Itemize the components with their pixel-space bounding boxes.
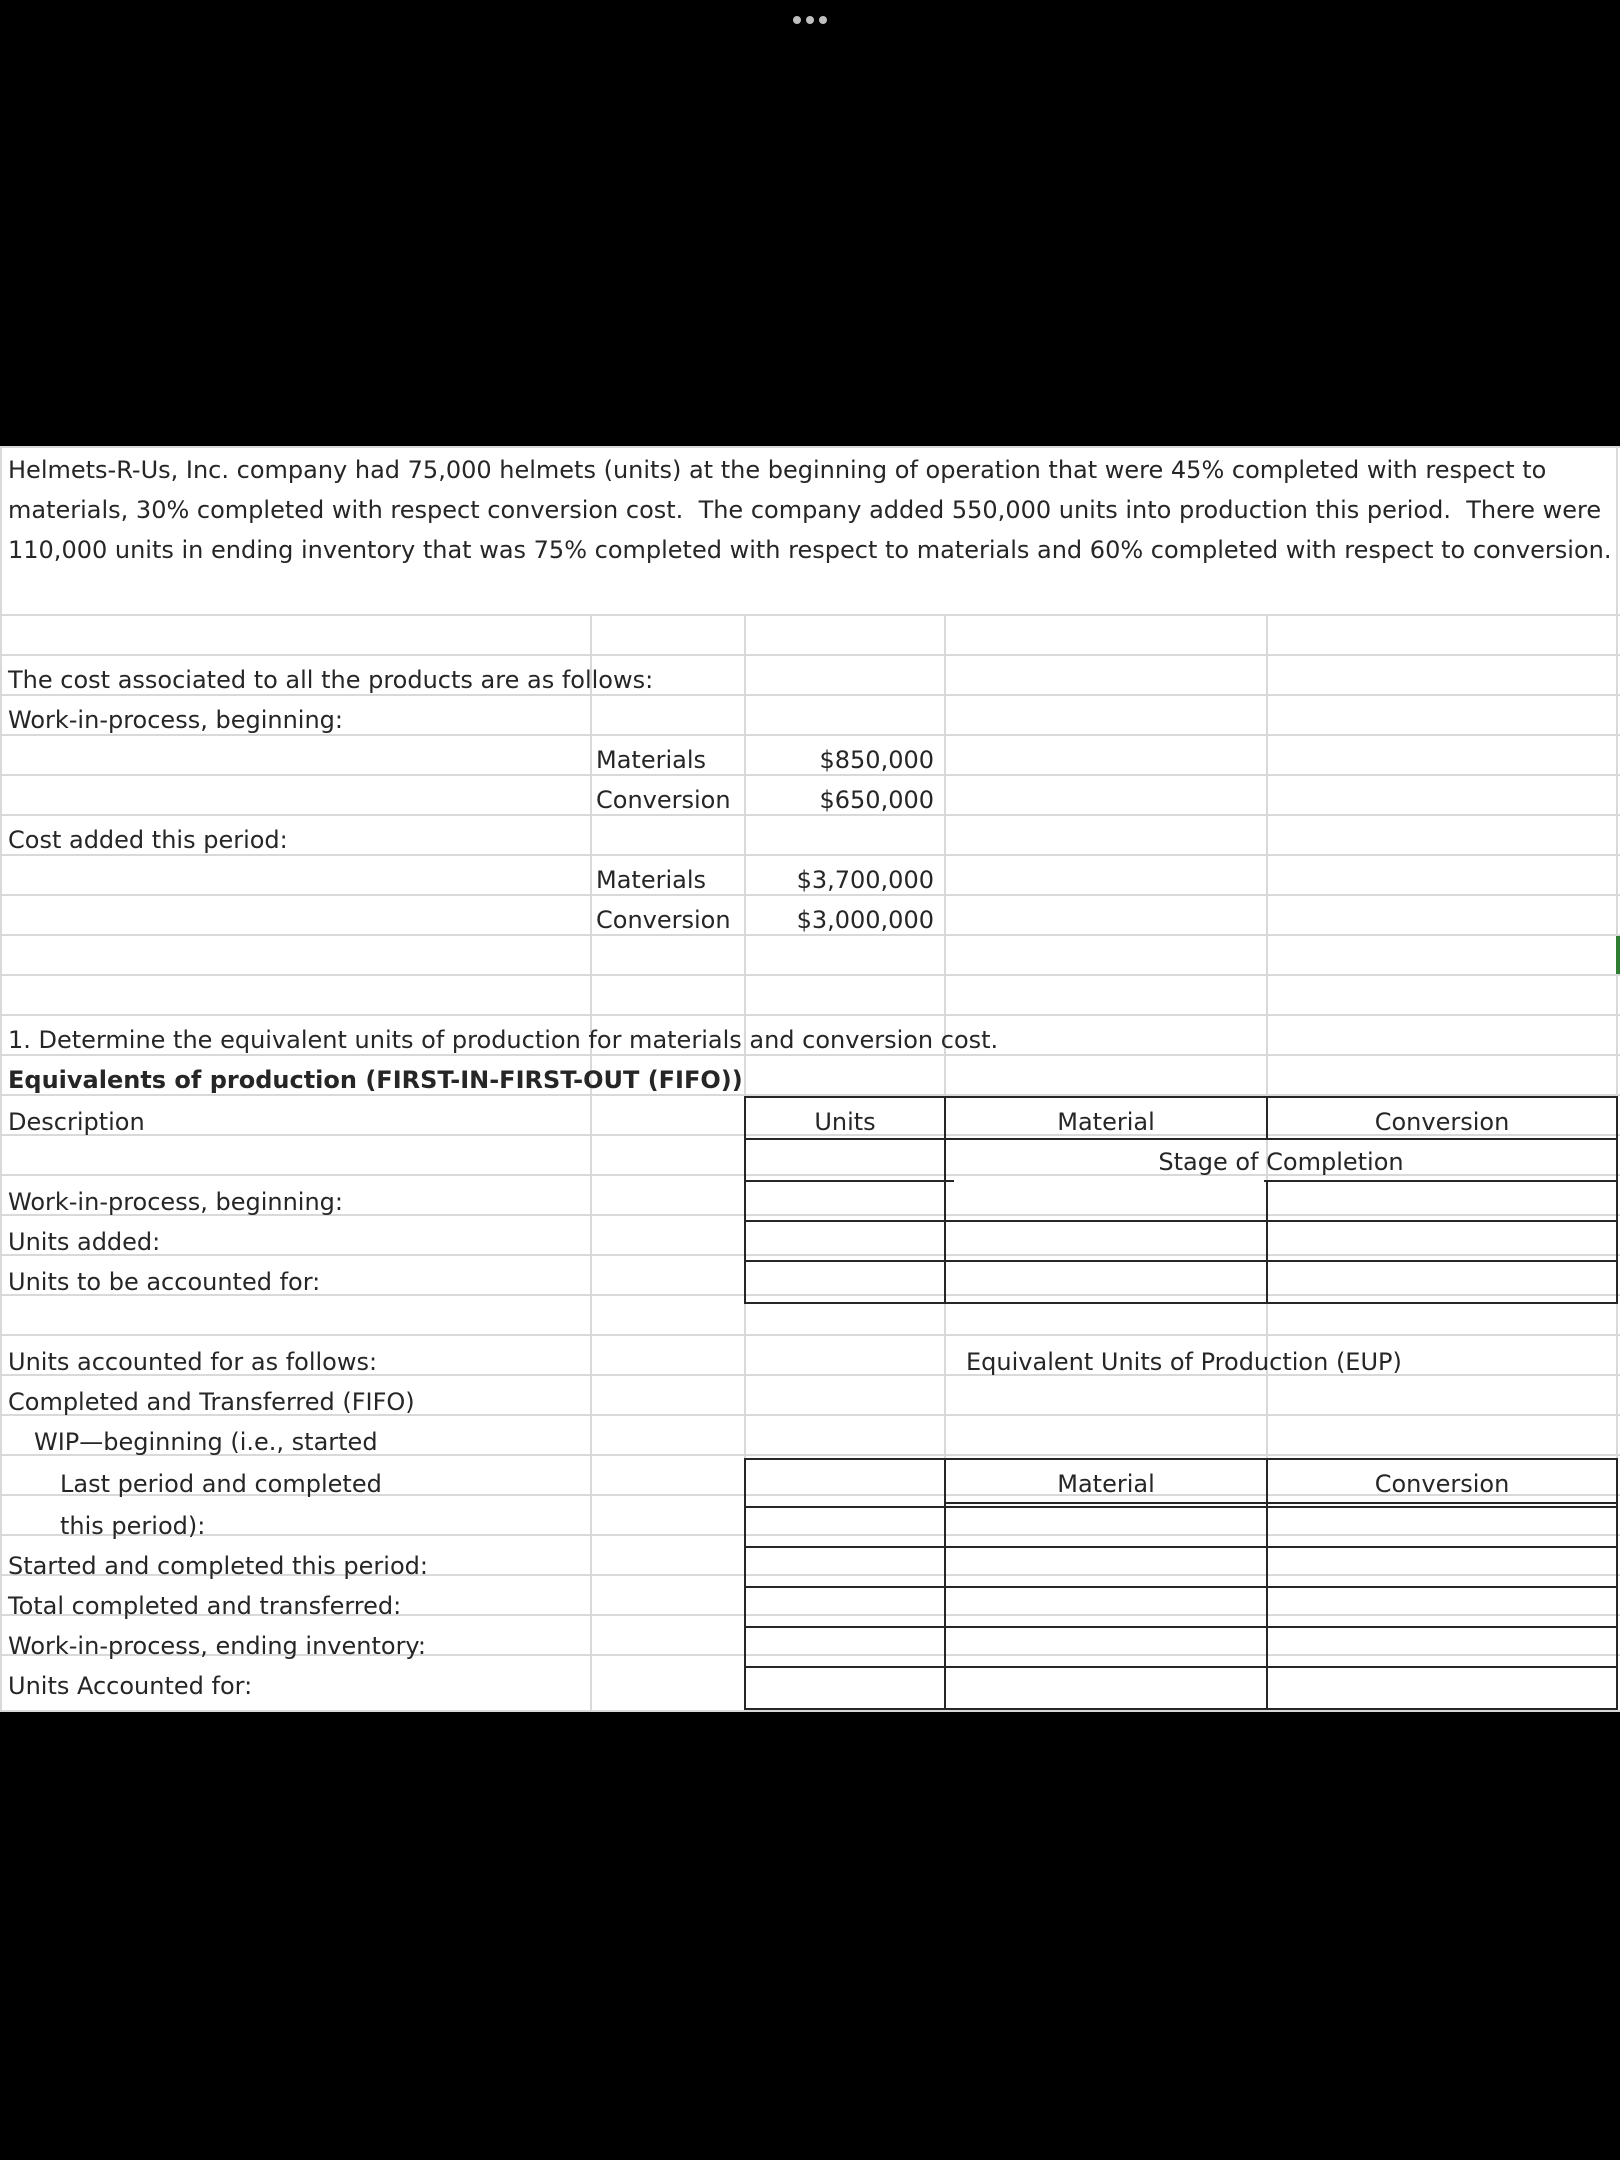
wip-beginning-cost-label: Work-in-process, beginning: xyxy=(8,706,343,734)
wip-materials-value: $850,000 xyxy=(819,746,934,774)
wip-beginning-units-label: Work-in-process, beginning: xyxy=(8,1188,343,1216)
table-border xyxy=(744,1708,1618,1710)
gridline xyxy=(0,1334,1620,1336)
gridline xyxy=(0,446,1620,448)
selected-cell-edge[interactable] xyxy=(1616,936,1620,974)
table-border xyxy=(744,1180,954,1182)
table-border xyxy=(1266,1458,1268,1710)
stage-of-completion-header: Stage of Completion xyxy=(1158,1148,1404,1176)
table-border xyxy=(744,1506,1618,1508)
started-completed-label: Started and completed this period: xyxy=(8,1552,428,1580)
wip-ending-label: Work-in-process, ending inventory: xyxy=(8,1632,426,1660)
table-border xyxy=(744,1260,1618,1262)
table-border xyxy=(744,1586,1618,1588)
table-border xyxy=(744,1458,746,1710)
wip-materials-label: Materials xyxy=(596,746,707,774)
table-border xyxy=(744,1626,1618,1628)
gridline xyxy=(0,1014,1620,1016)
table-border xyxy=(944,1096,946,1304)
wip-beginning-eup-label-line3: this period): xyxy=(60,1512,206,1540)
conversion-header: Conversion xyxy=(1374,1108,1510,1136)
eup-header: Equivalent Units of Production (EUP) xyxy=(966,1348,1402,1376)
table-border xyxy=(744,1096,1618,1098)
more-options-icon[interactable] xyxy=(786,8,834,32)
gridline xyxy=(0,1710,1620,1712)
added-conversion-label: Conversion xyxy=(596,906,731,934)
question-text: 1. Determine the equivalent units of production for materials and conversion cost. xyxy=(8,1026,999,1054)
gridline xyxy=(0,1534,1620,1536)
total-completed-label: Total completed and transferred: xyxy=(8,1592,402,1620)
wip-conversion-label: Conversion xyxy=(596,786,731,814)
table-border xyxy=(744,1546,1618,1548)
gridline xyxy=(0,446,2,1712)
eup-material-header: Material xyxy=(1057,1470,1155,1498)
spreadsheet-view xyxy=(0,446,1620,1712)
gridline xyxy=(0,614,1620,616)
units-accounted-heading: Units accounted for as follows: xyxy=(8,1348,378,1376)
added-materials-label: Materials xyxy=(596,866,707,894)
completed-transferred-label: Completed and Transferred (FIFO) xyxy=(8,1388,415,1416)
table-border xyxy=(1266,1096,1268,1140)
material-header: Material xyxy=(1057,1108,1155,1136)
units-added-label: Units added: xyxy=(8,1228,161,1256)
gridline xyxy=(0,1254,1620,1256)
units-accounted-total-label: Units Accounted for: xyxy=(8,1672,253,1700)
table-border xyxy=(744,1302,1618,1304)
table-border xyxy=(1266,1180,1268,1304)
table-border xyxy=(744,1138,1618,1140)
fifo-title: Equivalents of production (FIRST-IN-FIRST-OUT (FIFO)) xyxy=(8,1066,743,1094)
table-border xyxy=(744,1666,1618,1668)
table-border xyxy=(744,1220,1618,1222)
table-border xyxy=(744,1096,746,1304)
wip-conversion-value: $650,000 xyxy=(819,786,934,814)
costs-heading: The cost associated to all the products are as follows: xyxy=(8,666,654,694)
cost-added-label: Cost added this period: xyxy=(8,826,288,854)
added-materials-value: $3,700,000 xyxy=(796,866,934,894)
gridline xyxy=(0,654,1620,656)
table-border xyxy=(1264,1180,1618,1182)
wip-beginning-eup-label-line2: Last period and completed xyxy=(60,1470,382,1498)
table-border xyxy=(1616,1458,1618,1710)
gridline xyxy=(590,614,592,1712)
description-label: Description xyxy=(8,1108,145,1136)
added-conversion-value: $3,000,000 xyxy=(796,906,934,934)
units-header: Units xyxy=(814,1108,876,1136)
eup-conversion-header: Conversion xyxy=(1374,1470,1510,1498)
units-to-account-label: Units to be accounted for: xyxy=(8,1268,321,1296)
wip-beginning-eup-label: WIP—beginning (i.e., started xyxy=(34,1428,378,1456)
table-border xyxy=(944,1458,946,1710)
table-border xyxy=(744,1458,1618,1460)
gridline xyxy=(0,974,1620,976)
table-border xyxy=(1616,1096,1618,1304)
problem-statement: Helmets-R-Us, Inc. company had 75,000 helmets (units) at the beginning of operation that were 45% completed with respect to materials, 30% completed with respect conversion cost. The company added 550,000 units into production this period. There were 110,000 units in ending inventory that was 75% completed with respect to materials and 60% completed with respect to conversion. xyxy=(8,456,1612,564)
table-border xyxy=(944,1502,1618,1504)
